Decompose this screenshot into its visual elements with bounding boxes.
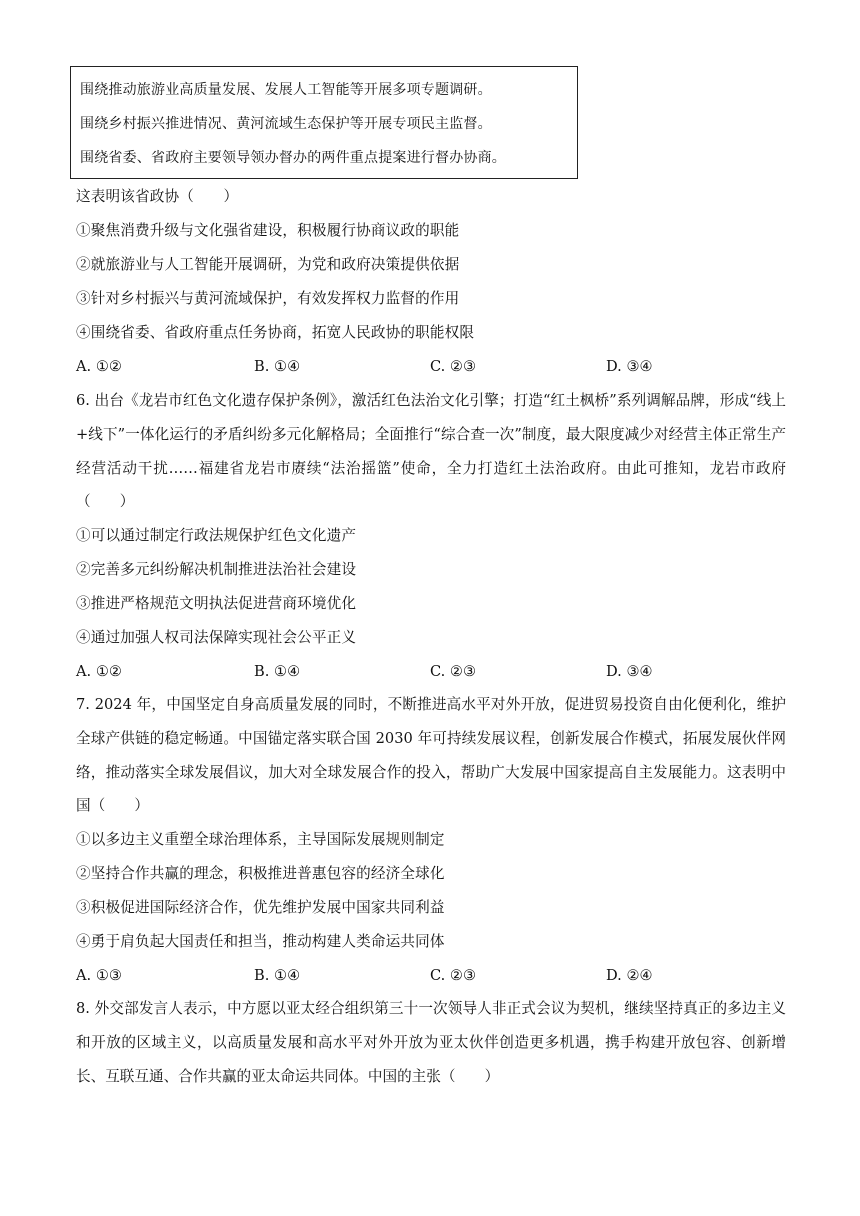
q6-statement-1: ①可以通过制定行政法规保护红色文化遗产: [76, 527, 357, 544]
q6-text: 6. 出台《龙岩市红色文化遗存保护条例》，激活红色法治文化引擎；打造“红土枫桥”系列调解品牌，形成“线上+线下”一体化运行的矛盾纠纷多元化解格局；全面推行“综合查一次”制度，最大限度减少对经营主体正常生产经营活动干扰……福建省龙岩市赓续“法治摇篮”使命，全力打造红土法治政府。由此可推知，龙岩市政府（ ）: [76, 392, 786, 511]
q5-stem: 这表明该省政协（ ）: [76, 188, 239, 205]
material-line: 围绕省委、省政府主要领导领办督办的两件重点提案进行督办协商。: [80, 150, 506, 166]
q7-statement-4: ④勇于肩负起大国责任和担当，推动构建人类命运共同体: [76, 933, 445, 950]
q7-option-a: A. ①③: [76, 967, 122, 984]
material-line: 围绕乡村振兴推进情况、黄河流域生态保护等开展专项民主监督。: [80, 116, 492, 132]
q5-option-b: B. ①④: [254, 358, 301, 375]
q7-statement-3: ③积极促进国际经济合作，优先维护发展中国家共同利益: [76, 899, 445, 916]
material-line: 围绕推动旅游业高质量发展、发展人工智能等开展多项专题调研。: [80, 82, 492, 98]
q6-option-b: B. ①④: [254, 663, 301, 680]
q5-option-d: D. ③④: [606, 358, 653, 375]
material-box: [70, 66, 578, 179]
q7-option-b: B. ①④: [254, 967, 301, 984]
q6-option-d: D. ③④: [606, 663, 653, 680]
q5-option-c: C. ②③: [430, 358, 477, 375]
q5-statement-1: ①聚焦消费升级与文化强省建设，积极履行协商议政的职能: [76, 222, 460, 239]
q5-option-a: A. ①②: [76, 358, 122, 375]
q5-statement-4: ④围绕省委、省政府重点任务协商，拓宽人民政协的职能权限: [76, 324, 475, 341]
q6-option-c: C. ②③: [430, 663, 477, 680]
q6-statement-3: ③推进严格规范文明执法促进营商环境优化: [76, 595, 357, 612]
q7-option-d: D. ②④: [606, 967, 653, 984]
q5-statement-2: ②就旅游业与人工智能开展调研，为党和政府决策提供依据: [76, 256, 460, 273]
q7-statement-1: ①以多边主义重塑全球治理体系，主导国际发展规则制定: [76, 831, 445, 848]
q6-statement-4: ④通过加强人权司法保障实现社会公平正义: [76, 629, 357, 646]
q6-statement-2: ②完善多元纠纷解决机制推进法治社会建设: [76, 561, 357, 578]
q7-option-c: C. ②③: [430, 967, 477, 984]
q7-text: 7. 2024 年，中国坚定自身高质量发展的同时，不断推进高水平对外开放，促进贸易投资自由化便利化，维护全球产供链的稳定畅通。中国锚定落实联合国 2030 年可持续发展议程，创新发展合作模式，拓展发展伙伴网络，推动落实全球发展倡议，加大对全球发展合作的投入，帮助广大发展中国家提高自主发展能力。这表明中国（ ）: [76, 696, 786, 815]
q6-option-a: A. ①②: [76, 663, 122, 680]
q7-statement-2: ②坚持合作共赢的理念，积极推进普惠包容的经济全球化: [76, 865, 445, 882]
q5-statement-3: ③针对乡村振兴与黄河流域保护，有效发挥权力监督的作用: [76, 290, 460, 307]
q8-text: 8. 外交部发言人表示，中方愿以亚太经合组织第三十一次领导人非正式会议为契机，继续坚持真正的多边主义和开放的区域主义，以高质量发展和高水平对外开放为亚太伙伴创造更多机遇，携手构建开放包容、创新增长、互联互通、合作共赢的亚太命运共同体。中国的主张（ ）: [76, 1000, 786, 1085]
